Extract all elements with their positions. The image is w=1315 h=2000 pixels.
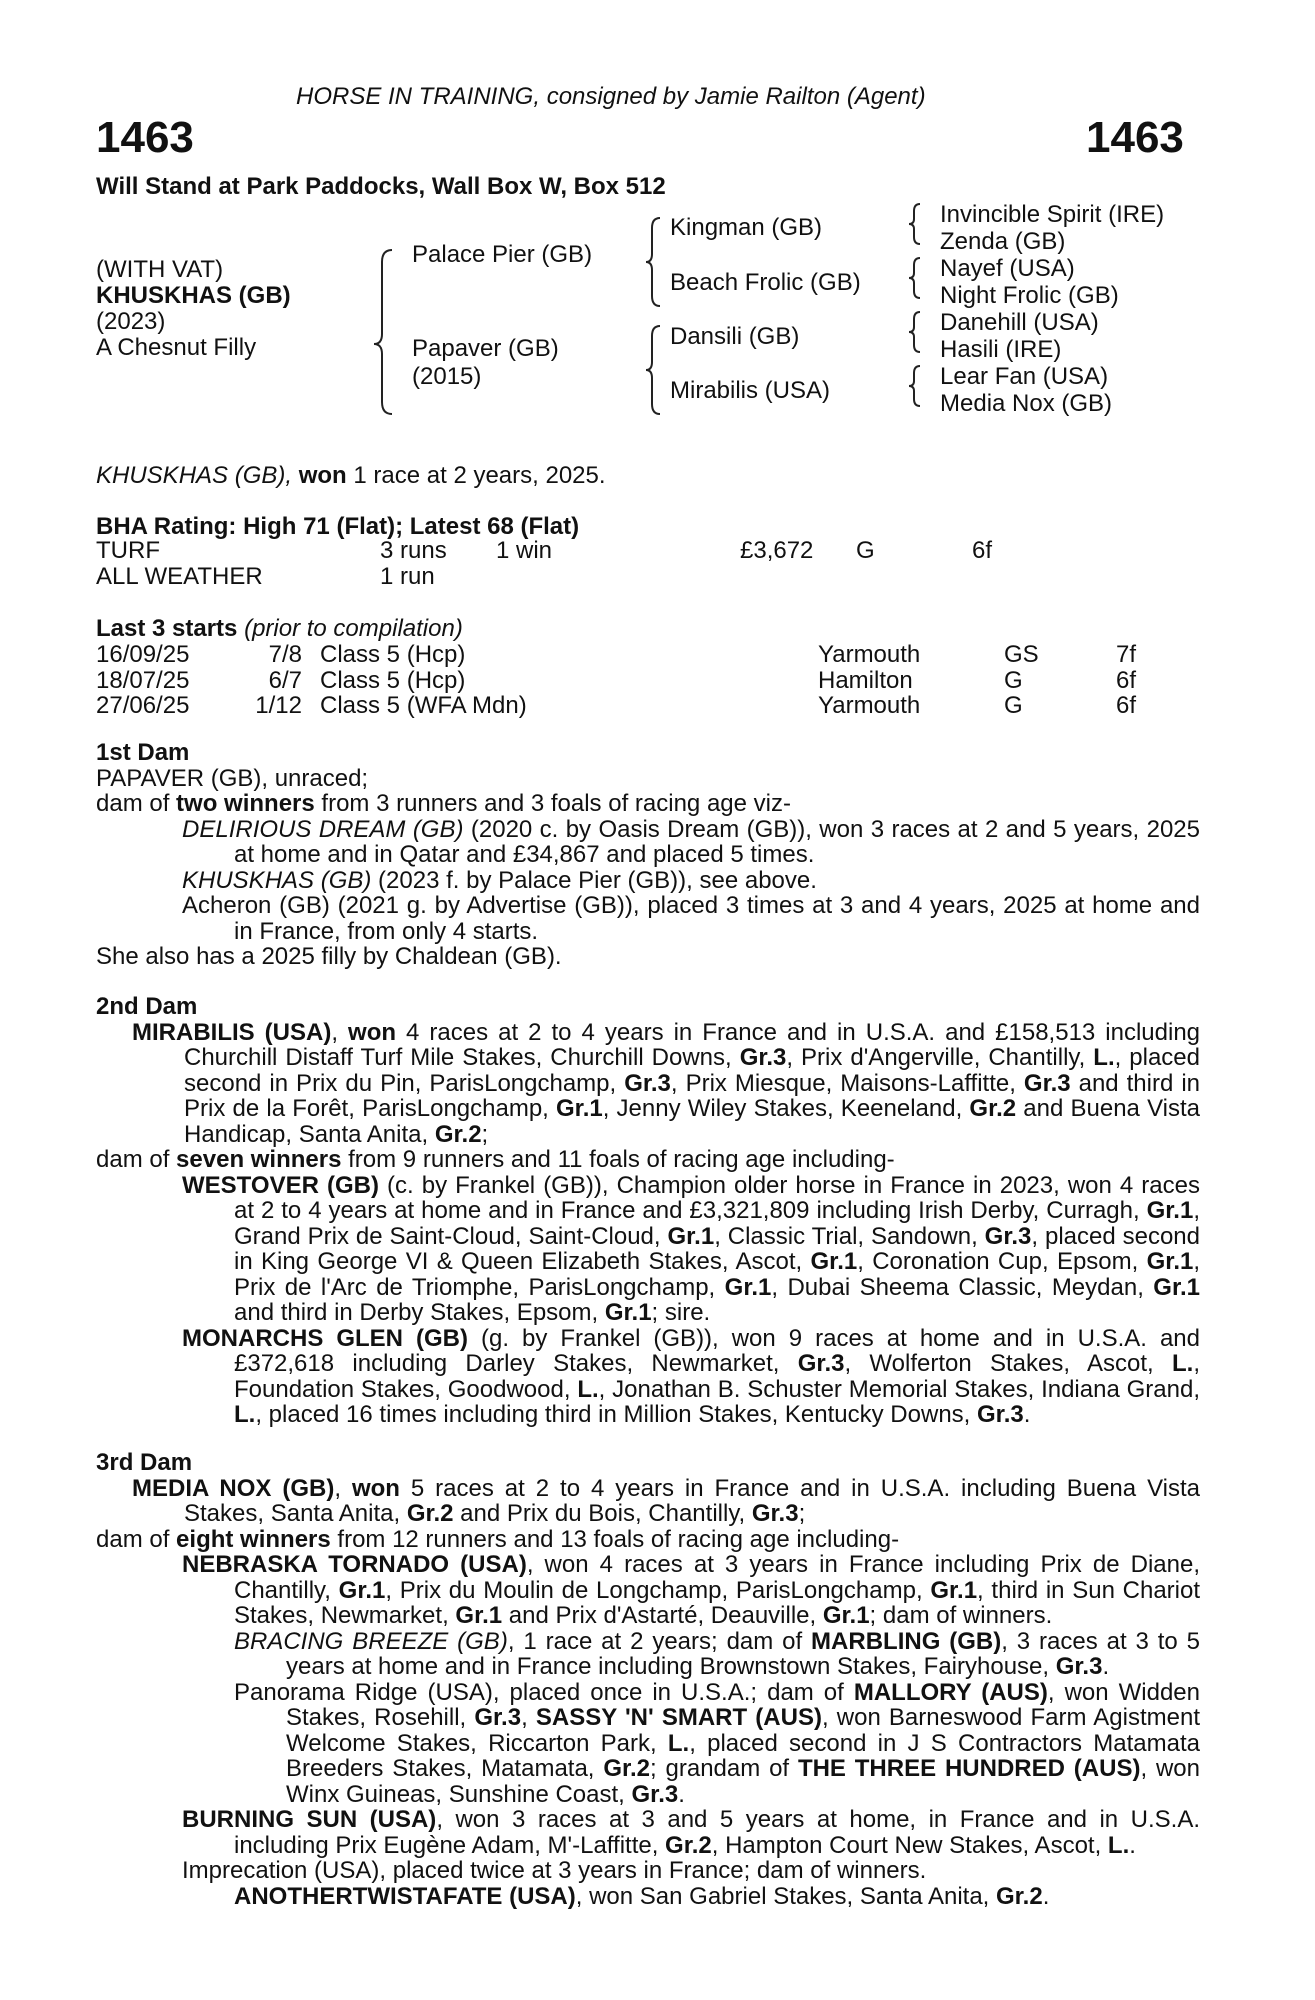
start-course: Yarmouth	[818, 692, 921, 719]
second-dam-section	[96, 994, 1200, 1428]
start-date: 27/06/25	[96, 692, 190, 719]
first-dam-produce: dam of two winners from 3 runners and 3 foals of racing age viz-	[96, 790, 791, 817]
start-date: 18/07/25	[96, 666, 190, 694]
aw-runs: 1 run	[380, 563, 435, 590]
offspring-khuskhas: KHUSKHAS (GB) (2023 f. by Palace Pier (GB)), see above.	[182, 866, 817, 894]
start-date: 16/09/25	[96, 641, 190, 668]
pedigree-dsd: Hasili (IRE)	[940, 336, 1062, 363]
pedigree-dss: Danehill (USA)	[940, 309, 1099, 336]
start-going: G	[1004, 666, 1023, 694]
lot-number-left: 1463	[96, 113, 194, 162]
last-starts-note: (prior to compilation)	[244, 615, 463, 642]
offspring-burning-sun: BURNING SUN (USA), won 3 races at 3 and 5 years at home, in France and in U.S.A. including Prix Eugène Adam, M'-Laffitte, Gr.2, Hampton Court New Stakes, Ascot, L..	[182, 1806, 1200, 1859]
offspring-anothertwistafate: ANOTHERTWISTAFATE (USA), won San Gabriel Stakes, Santa Anita, Gr.2.	[234, 1882, 1050, 1910]
horse-name: KHUSKHAS (GB)	[96, 282, 291, 309]
start-dist: 6f	[1116, 666, 1137, 694]
pedigree-dam: Papaver (GB)	[412, 335, 559, 362]
bha-rating: BHA Rating: High 71 (Flat); Latest 68 (Flat)	[96, 513, 580, 540]
start-going: GS	[1004, 641, 1039, 668]
sire-brace	[646, 218, 660, 306]
offspring-2025-filly: She also has a 2025 filly by Chaldean (GB).	[96, 943, 562, 970]
start-race: Class 5 (WFA Mdn)	[320, 692, 527, 719]
offspring-imprecation: Imprecation (USA), placed twice at 3 years in France; dam of winners.	[182, 1857, 927, 1884]
consignor-line: HORSE IN TRAINING, consigned by Jamie Railton (Agent)	[296, 83, 926, 110]
pedigree-dds: Lear Fan (USA)	[940, 363, 1109, 390]
turf-label: TURF	[96, 537, 160, 564]
turf-going: G	[856, 537, 875, 564]
pedigree-dam-sire: Dansili (GB)	[670, 323, 800, 350]
offspring-acheron: Acheron (GB) (2021 g. by Advertise (GB)), placed 3 times at 3 and 4 years, 2025 at home and in France, from only 4 starts.	[182, 892, 1200, 945]
offspring-westover: WESTOVER (GB) (c. by Frankel (GB)), Champion older horse in France in 2023, won 4 races at 2 to 4 years at home and in France and £3,321,809 including Irish Derby, Curragh, Gr.1, Grand Prix de Saint-Cloud, Saint-Cloud, Gr.1, Classic Trial, Sandown, Gr.3, placed second in King George VI & Queen Elizabeth Stakes, Ascot, Gr.1, Coronation Cup, Epsom, Gr.1, Prix de l'Arc de Triomphe, ParisLongchamp, Gr.1, Dubai Sheema Classic, Meydan, Gr.1 and third in Derby Stakes, Epsom, Gr.1; sire.	[182, 1171, 1201, 1326]
dd-brace	[909, 366, 920, 406]
ds-brace	[909, 312, 920, 352]
last-starts-title: Last 3 starts	[96, 615, 238, 642]
lot-number-right: 1463	[1086, 113, 1184, 162]
start-pos: 7/8	[268, 641, 302, 668]
third-dam-section	[96, 1450, 1200, 1909]
horse-description: A Chesnut Filly	[96, 334, 257, 361]
ss-brace	[909, 204, 920, 244]
pedigree-sdd: Night Frolic (GB)	[940, 282, 1119, 309]
last-starts-heading	[96, 616, 463, 642]
first-dam-section	[96, 740, 1200, 970]
start-race: Class 5 (Hcp)	[320, 666, 466, 694]
pedigree-ssd: Zenda (GB)	[940, 228, 1066, 255]
offspring-bracing-breeze: BRACING BREEZE (GB), 1 race at 2 years; dam of MARBLING (GB), 3 races at 3 to 5 years at home and in France including Brownstown Stakes, Fairyhouse, Gr.3.	[234, 1627, 1201, 1680]
offspring-nebraska-tornado: NEBRASKA TORNADO (USA), won 4 races at 3 years in France including Prix de Diane, Chantilly, Gr.1, Prix du Moulin de Longchamp, ParisLongchamp, Gr.1, third in Sun Chariot Stakes, Newmarket, Gr.1 and Prix d'Astarté, Deauville, Gr.1; dam of winners.	[182, 1551, 1201, 1629]
pedigree-dam-dam: Mirabilis (USA)	[670, 377, 831, 404]
turf-distance: 6f	[972, 537, 993, 564]
pedigree-sire-dam: Beach Frolic (GB)	[670, 269, 861, 296]
media-nox-record: MEDIA NOX (GB), won 5 races at 2 to 4 years in France and in U.S.A. including Buena Vista Stakes, Santa Anita, Gr.2 and Prix du Bois, Chantilly, Gr.3;	[132, 1474, 1200, 1527]
race-summary: KHUSKHAS (GB), won 1 race at 2 years, 2025.	[96, 462, 606, 489]
second-dam-heading: 2nd Dam	[96, 993, 198, 1020]
pedigree-sds: Nayef (USA)	[940, 255, 1075, 282]
start-pos: 1/12	[255, 692, 302, 719]
first-dam-line: PAPAVER (GB), unraced;	[96, 764, 369, 792]
media-nox-produce: dam of eight winners from 12 runners and 13 foals of racing age including-	[96, 1525, 900, 1553]
mirabilis-record: MIRABILIS (USA), won 4 races at 2 to 4 years in France and in U.S.A. and £158,513 including Churchill Distaff Turf Mile Stakes, Churchill Downs, Gr.3, Prix d'Angerville, Chantilly, L., placed second in Prix du Pin, ParisLongchamp, Gr.3, Prix Miesque, Maisons-Laffitte, Gr.3 and third in Prix de la Forêt, ParisLongchamp, Gr.1, Jenny Wiley Stakes, Keeneland, Gr.2 and Buena Vista Handicap, Santa Anita, Gr.2;	[132, 1018, 1201, 1148]
horse-year: (2023)	[96, 308, 166, 335]
summary-record: 1 race at 2 years, 2025.	[353, 462, 606, 489]
pedigree-ddd: Media Nox (GB)	[940, 390, 1113, 417]
summary-horse-name: KHUSKHAS (GB)	[96, 462, 286, 489]
start-race: Class 5 (Hcp)	[320, 641, 466, 668]
sire-dam-brace	[374, 250, 392, 414]
start-dist: 6f	[1116, 692, 1137, 719]
offspring-panorama-ridge: Panorama Ridge (USA), placed once in U.S.A.; dam of MALLORY (AUS), won Widden Stakes, Rosehill, Gr.3, SASSY 'N' SMART (AUS), won Barneswood Farm Agistment Welcome Stakes, Riccarton Park, L., placed second in J S Contractors Matamata Breeders Stakes, Matamata, Gr.2; grandam of THE THREE HUNDRED (AUS), won Winx Guineas, Sunshine Coast, Gr.3.	[234, 1678, 1200, 1808]
mirabilis-produce: dam of seven winners from 9 runners and 11 foals of racing age including-	[96, 1146, 895, 1173]
start-course: Hamilton	[818, 666, 913, 694]
turf-prize: £3,672	[740, 537, 814, 564]
pedigree-sire-sire: Kingman (GB)	[670, 214, 823, 241]
offspring-delirious-dream: DELIRIOUS DREAM (GB) (2020 c. by Oasis Dream (GB)), won 3 races at 2 and 5 years, 2025 at home and in Qatar and £34,867 and placed 5 times.	[182, 815, 1200, 868]
start-dist: 7f	[1116, 641, 1137, 668]
vat-note: (WITH VAT)	[96, 256, 224, 283]
turf-wins: 1 win	[496, 537, 553, 564]
start-going: G	[1004, 692, 1023, 719]
offspring-monarchs-glen: MONARCHS GLEN (GB) (g. by Frankel (GB)), won 9 races at home and in U.S.A. and £372,618 including Darley Stakes, Newmarket, Gr.3, Wolferton Stakes, Ascot, L., Foundation Stakes, Goodwood, L., Jonathan B. Schuster Memorial Stakes, Indiana Grand, L., placed 16 times including third in Million Stakes, Kentucky Downs, Gr.3.	[182, 1324, 1201, 1428]
pedigree-sire: Palace Pier (GB)	[412, 241, 593, 268]
third-dam-heading: 3rd Dam	[96, 1449, 193, 1476]
aw-label: ALL WEATHER	[96, 563, 263, 590]
summary-won: won	[298, 462, 347, 489]
start-pos: 6/7	[268, 666, 302, 694]
stable-location: Will Stand at Park Paddocks, Wall Box W, Box 512	[96, 173, 666, 200]
pedigree-dam-year: (2015)	[412, 363, 482, 390]
pedigree-sss: Invincible Spirit (IRE)	[940, 201, 1165, 228]
turf-runs: 3 runs	[380, 537, 447, 564]
start-course: Yarmouth	[818, 641, 921, 668]
sd-brace	[909, 258, 920, 298]
first-dam-heading: 1st Dam	[96, 739, 190, 766]
dam-brace	[646, 326, 660, 414]
